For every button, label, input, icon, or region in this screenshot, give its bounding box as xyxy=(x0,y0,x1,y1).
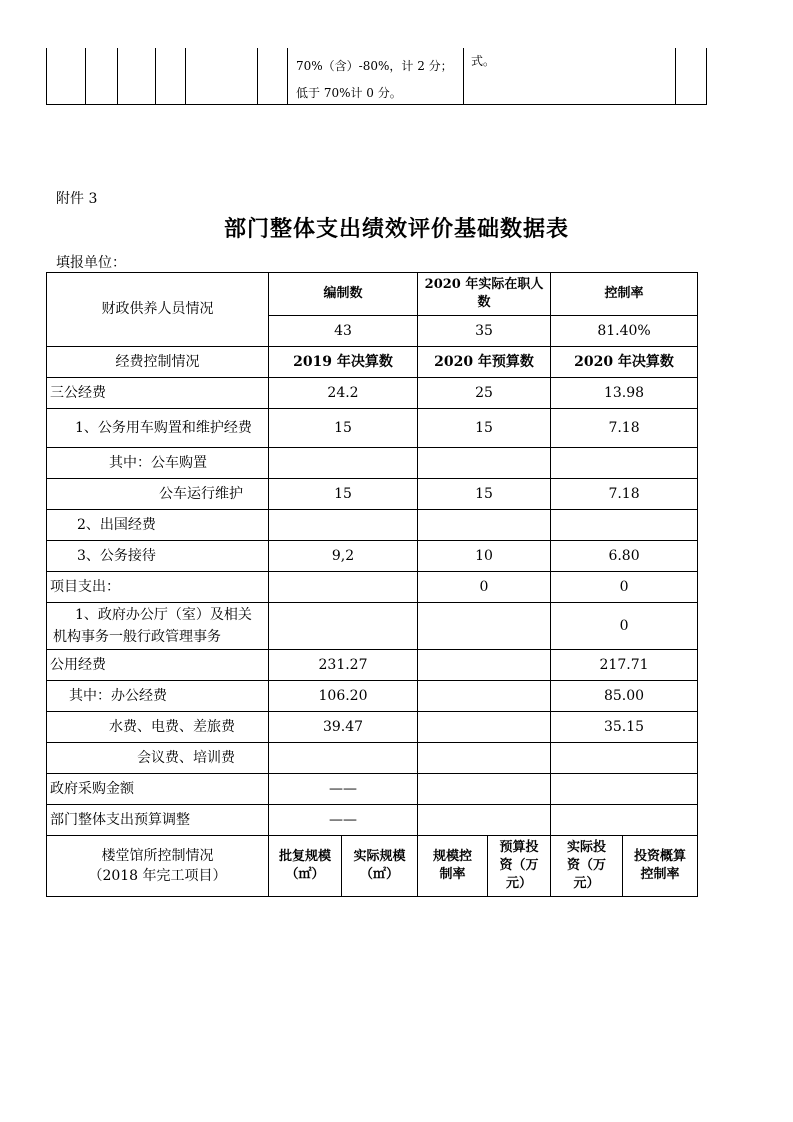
table-row xyxy=(47,448,698,479)
table-row xyxy=(47,743,698,774)
row-value-2020-final: 7.18 xyxy=(551,479,698,510)
row-value-2019: —— xyxy=(269,805,418,836)
row-value-2020-budget xyxy=(418,448,551,479)
row-value-2020-budget: 15 xyxy=(418,479,551,510)
row-value-2020-final: 7.18 xyxy=(551,409,698,448)
row-label: 公用经费 xyxy=(47,650,269,681)
row-value-2020-final xyxy=(551,743,698,774)
column-divider xyxy=(155,48,156,104)
column-divider xyxy=(85,48,86,104)
row-value-2020-budget xyxy=(418,712,551,743)
performance-data-table xyxy=(46,272,698,897)
row-label: 1、公务用车购置和维护经费 xyxy=(47,409,269,448)
column-divider xyxy=(257,48,258,104)
staff-header-rate: 控制率 xyxy=(551,273,698,316)
building-row xyxy=(47,836,698,897)
table-row xyxy=(47,541,698,572)
building-header-actual-investment: 实际投资（万元） xyxy=(551,836,623,897)
table-row xyxy=(47,681,698,712)
row-value-2020-budget: 10 xyxy=(418,541,551,572)
staff-value-actual: 35 xyxy=(418,316,551,347)
row-value-2020-budget xyxy=(418,805,551,836)
row-value-2019: 24.2 xyxy=(269,378,418,409)
row-value-2019: 39.47 xyxy=(269,712,418,743)
row-label: 3、公务接待 xyxy=(47,541,269,572)
row-value-2020-final: 0 xyxy=(551,572,698,603)
row-value-2020-final: 35.15 xyxy=(551,712,698,743)
row-value-2020-final xyxy=(551,805,698,836)
table-row xyxy=(47,479,698,510)
row-value-2019 xyxy=(269,743,418,774)
table-row xyxy=(47,805,698,836)
row-value-2020-final: 85.00 xyxy=(551,681,698,712)
page-title: 部门整体支出绩效评价基础数据表 xyxy=(223,216,569,242)
row-label: 2、出国经费 xyxy=(47,510,269,541)
row-value-2019 xyxy=(269,603,418,650)
row-value-2019 xyxy=(269,448,418,479)
row-label: 1、政府办公厅（室）及相关机构事务一般行政管理事务 xyxy=(47,603,269,650)
funds-label: 经费控制情况 xyxy=(47,347,269,378)
table-row xyxy=(47,378,698,409)
row-label: 项目支出： xyxy=(47,572,269,603)
row-value-2019: 106.20 xyxy=(269,681,418,712)
table-row xyxy=(47,774,698,805)
column-divider xyxy=(117,48,118,104)
row-label: 公车运行维护 xyxy=(47,479,269,510)
column-divider xyxy=(287,48,288,104)
funds-header-2020-budget: 2020 年预算数 xyxy=(418,347,551,378)
staff-header-actual: 2020 年实际在职人数 xyxy=(418,273,551,316)
building-header-budget-investment: 预算投资（万元） xyxy=(488,836,551,897)
funds-header-2020-final: 2020 年决算数 xyxy=(551,347,698,378)
building-label-line1: 楼堂馆所控制情况 xyxy=(101,848,214,864)
table-row xyxy=(47,650,698,681)
staff-value-rate: 81.40% xyxy=(551,316,698,347)
column-divider xyxy=(675,48,676,104)
building-label xyxy=(47,836,269,897)
row-value-2020-budget xyxy=(418,650,551,681)
row-value-2020-final xyxy=(551,774,698,805)
row-value-2019 xyxy=(269,572,418,603)
fragment-line-2: 低于 70%计 0 分。 xyxy=(296,86,402,100)
table-row xyxy=(47,712,698,743)
fill-unit-label: 填报单位： xyxy=(56,255,126,271)
row-value-2020-final xyxy=(551,510,698,541)
funds-header-2019: 2019 年决算数 xyxy=(269,347,418,378)
table-row xyxy=(47,603,698,650)
row-value-2020-final: 13.98 xyxy=(551,378,698,409)
row-label: 三公经费 xyxy=(47,378,269,409)
table-row xyxy=(47,510,698,541)
row-value-2020-final: 6.80 xyxy=(551,541,698,572)
fragment-line-1: 70%（含）-80%，计 2 分； xyxy=(296,59,453,73)
row-label: 部门整体支出预算调整 xyxy=(47,805,269,836)
row-value-2020-budget xyxy=(418,774,551,805)
row-label: 水费、电费、差旅费 xyxy=(47,712,269,743)
table-row xyxy=(47,572,698,603)
building-header-approved-scale: 批复规模（㎡） xyxy=(269,836,342,897)
row-value-2019: 15 xyxy=(269,409,418,448)
row-value-2020-budget xyxy=(418,510,551,541)
building-header-investment-rate: 投资概算控制率 xyxy=(623,836,698,897)
staff-header-quota: 编制数 xyxy=(269,273,418,316)
row-value-2020-budget xyxy=(418,603,551,650)
row-label: 其中：公车购置 xyxy=(47,448,269,479)
row-value-2020-budget xyxy=(418,743,551,774)
building-header-actual-scale: 实际规模（㎡） xyxy=(342,836,418,897)
staff-label: 财政供养人员情况 xyxy=(47,273,269,347)
row-value-2020-budget: 0 xyxy=(418,572,551,603)
row-value-2019: —— xyxy=(269,774,418,805)
row-value-2019: 15 xyxy=(269,479,418,510)
row-label: 政府采购金额 xyxy=(47,774,269,805)
row-value-2020-budget: 25 xyxy=(418,378,551,409)
column-divider xyxy=(185,48,186,104)
row-label: 其中：办公经费 xyxy=(47,681,269,712)
previous-table-fragment xyxy=(46,48,707,105)
staff-value-quota: 43 xyxy=(269,316,418,347)
annex-label: 附件 3 xyxy=(56,191,98,207)
fragment-right-text: 式。 xyxy=(471,54,496,68)
table-row xyxy=(47,409,698,448)
row-value-2020-final xyxy=(551,448,698,479)
row-value-2019: 9,2 xyxy=(269,541,418,572)
row-value-2020-final: 0 xyxy=(551,603,698,650)
building-header-scale-rate: 规模控制率 xyxy=(418,836,488,897)
row-value-2020-budget: 15 xyxy=(418,409,551,448)
column-divider xyxy=(463,48,464,104)
building-label-line2: （2018 年完工项目） xyxy=(88,868,227,884)
row-label: 会议费、培训费 xyxy=(47,743,269,774)
row-value-2019 xyxy=(269,510,418,541)
row-value-2020-budget xyxy=(418,681,551,712)
row-value-2020-final: 217.71 xyxy=(551,650,698,681)
row-value-2019: 231.27 xyxy=(269,650,418,681)
